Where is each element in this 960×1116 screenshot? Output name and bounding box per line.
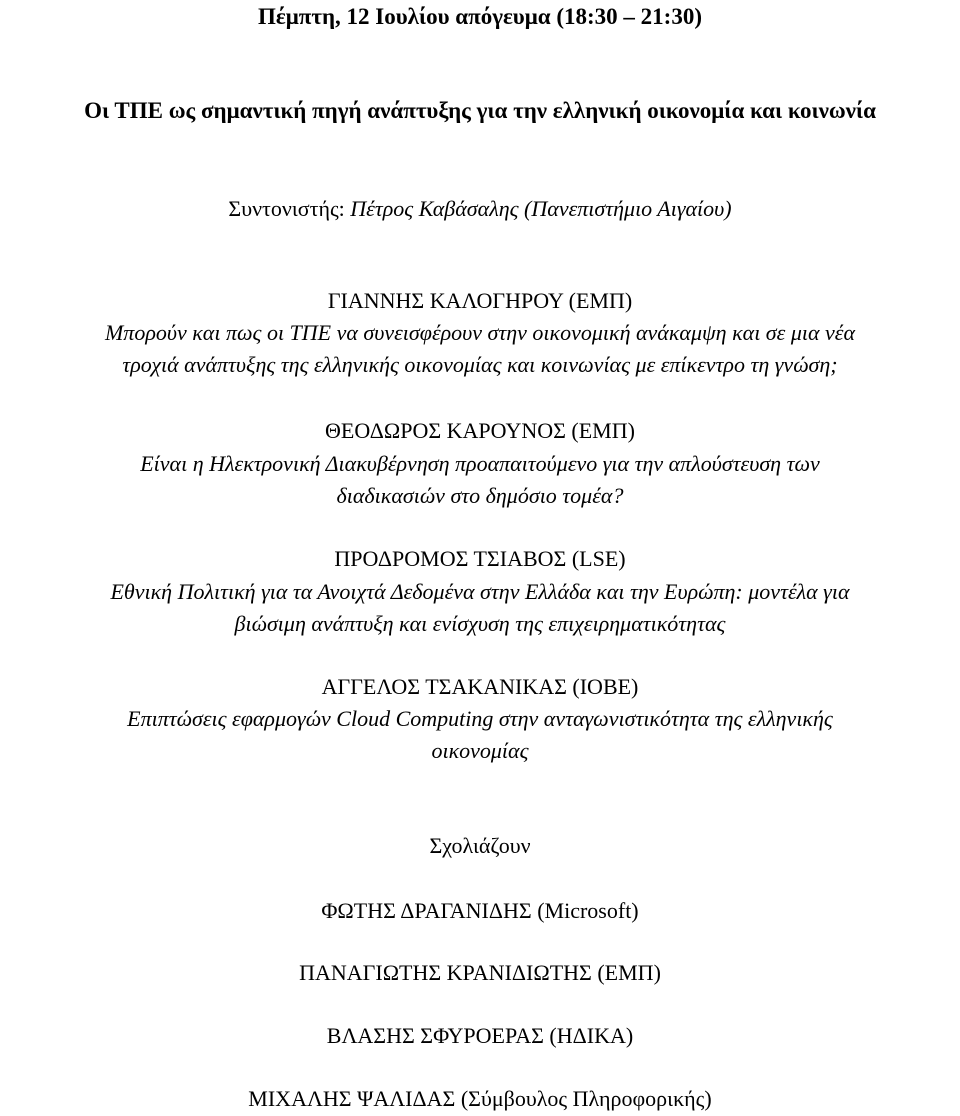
talk-1-speaker: ΓΙΑΝΝΗΣ ΚΑΛΟΓΗΡΟΥ (ΕΜΠ) xyxy=(327,288,633,313)
talk-4-speaker: ΑΓΓΕΛΟΣ ΤΣΑΚΑΝΙΚΑΣ (ΙΟΒΕ) xyxy=(321,674,639,699)
talk-1-title-line-1: Μπορούν και πως οι ΤΠΕ να συνεισφέρουν στην οικονομική ανάκαμψη και σε μια νέα xyxy=(104,320,856,345)
talk-3-title-line-2: βιώσιμη ανάπτυξη και ενίσχυση της επιχειρηματικότητας xyxy=(234,611,726,636)
session-title: Οι ΤΠΕ ως σημαντική πηγή ανάπτυξης για την ελληνική οικονομία και κοινωνία xyxy=(84,98,876,123)
moderator-line xyxy=(0,194,960,224)
talk-2-title-line-1: Είναι η Ηλεκτρονική Διακυβέρνηση προαπαιτούμενο για την απλούστευση των xyxy=(140,451,820,476)
session-date-time: Πέμπτη, 12 Ιουλίου απόγευμα (18:30 – 21:30) xyxy=(258,4,702,29)
commentator-1: ΦΩΤΗΣ ΔΡΑΓΑΝΙΔΗΣ (Microsoft) xyxy=(321,898,639,923)
talk-2-speaker: ΘΕΟΔΩΡΟΣ ΚΑΡΟΥΝΟΣ (ΕΜΠ) xyxy=(325,418,635,443)
talk-1-title-line-2: τροχιά ανάπτυξης της ελληνικής οικονομίας και κοινωνίας με επίκεντρο τη γνώση; xyxy=(122,352,838,377)
moderator-name: Πέτρος Καβάσαλης (Πανεπιστήμιο Αιγαίου) xyxy=(350,196,732,221)
talk-4-title-line-1: Επιπτώσεις εφαρμογών Cloud Computing στην ανταγωνιστικότητα της ελληνικής xyxy=(127,706,833,731)
commentator-2: ΠΑΝΑΓΙΩΤΗΣ ΚΡΑΝΙΔΙΩΤΗΣ (ΕΜΠ) xyxy=(299,960,661,985)
talk-2-title-line-2: διαδικασιών στο δημόσιο τομέα? xyxy=(336,483,624,508)
commentator-4: ΜΙΧΑΛΗΣ ΨΑΛΙΔΑΣ (Σύμβουλος Πληροφορικής) xyxy=(248,1086,712,1111)
commentator-3: ΒΛΑΣΗΣ ΣΦΥΡΟΕΡΑΣ (ΗΔΙΚΑ) xyxy=(326,1023,634,1048)
moderator-label: Συντονιστής: xyxy=(228,196,345,221)
talk-4-title-line-2: οικονομίας xyxy=(431,738,529,763)
commentators-heading: Σχολιάζουν xyxy=(429,833,531,858)
talk-3-speaker: ΠΡΟΔΡΟΜΟΣ ΤΣΙΑΒΟΣ (LSE) xyxy=(334,546,626,571)
talk-3-title-line-1: Εθνική Πολιτική για τα Ανοιχτά Δεδομένα στην Ελλάδα και την Ευρώπη: μοντέλα για xyxy=(110,579,850,604)
